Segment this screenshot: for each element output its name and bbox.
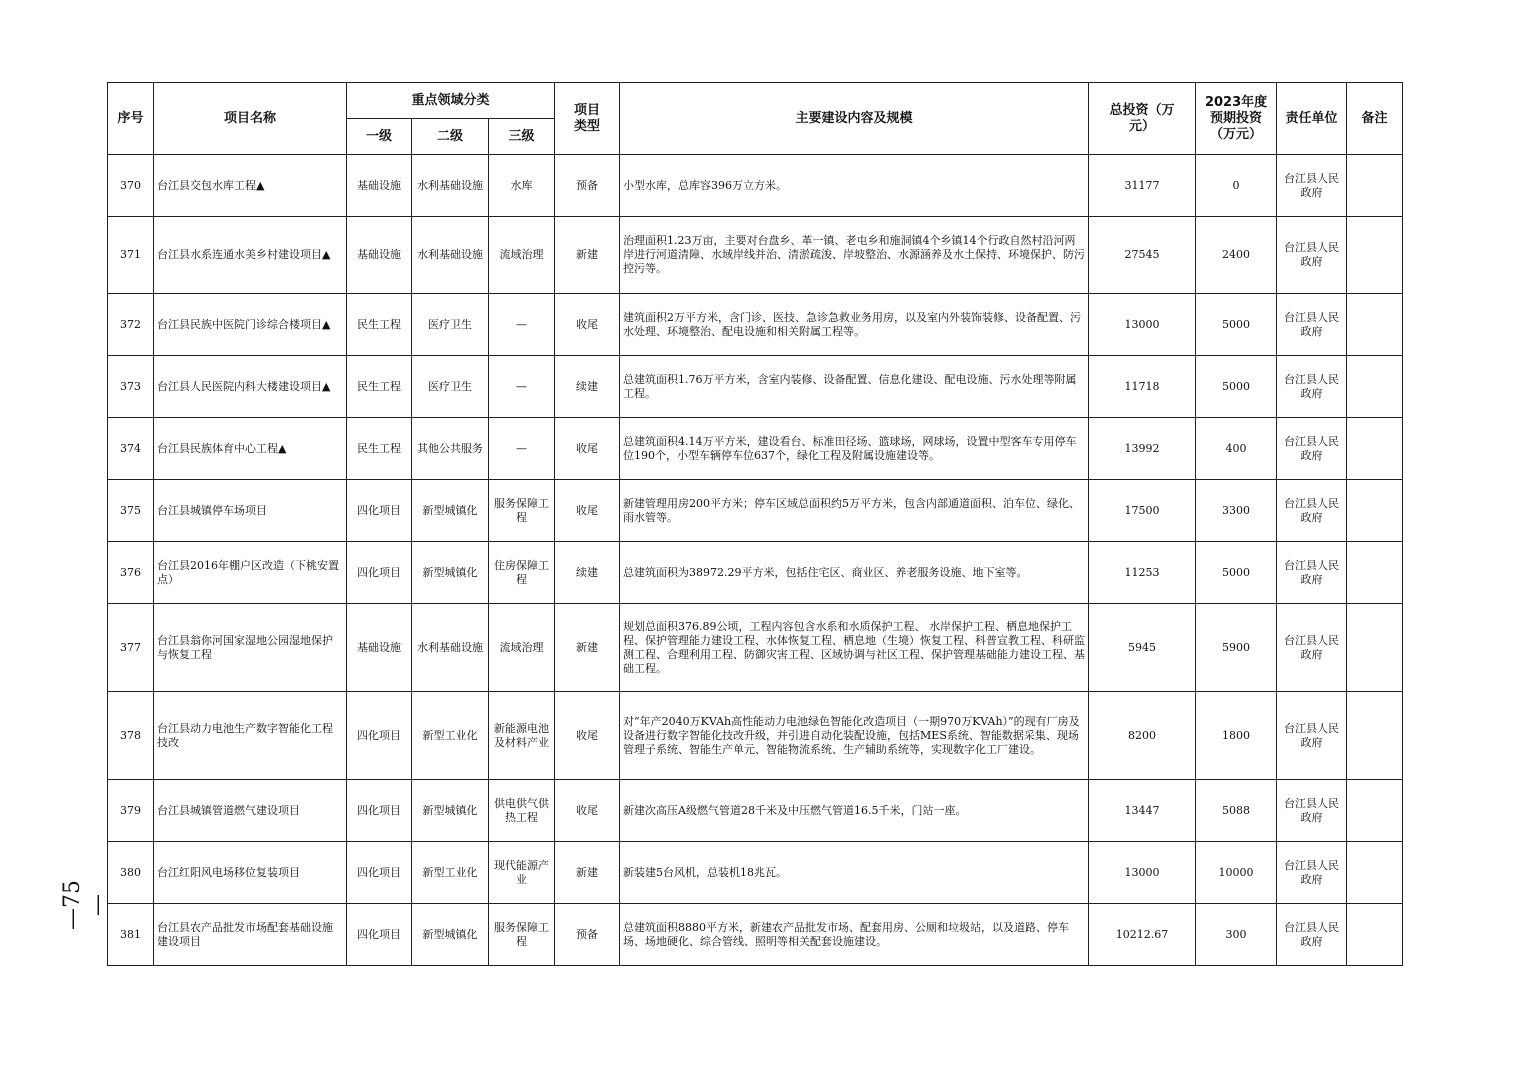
row-unit: 台江县人民政府	[1277, 692, 1347, 780]
row-type: 收尾	[555, 418, 620, 480]
row-total: 13000	[1089, 294, 1196, 356]
row-level1: 四化项目	[347, 542, 412, 604]
row-total: 5945	[1089, 604, 1196, 692]
row-level1: 四化项目	[347, 780, 412, 842]
row-note	[1347, 155, 1403, 217]
row-content: 新建次高压A级燃气管道28千米及中压燃气管道16.5千米，门站一座。	[620, 780, 1089, 842]
row-annual: 5900	[1196, 604, 1277, 692]
header-type: 项目类型	[555, 83, 620, 155]
table-row	[108, 604, 1403, 692]
row-type: 预备	[555, 155, 620, 217]
row-seq: 377	[108, 604, 154, 692]
row-total: 11718	[1089, 356, 1196, 418]
row-content: 新建管理用房200平方米；停车区域总面积约5万平方米，包含内部通道面积、泊车位、绿化、雨水管等。	[620, 480, 1089, 542]
row-total: 13992	[1089, 418, 1196, 480]
row-seq: 373	[108, 356, 154, 418]
row-note	[1347, 356, 1403, 418]
project-table	[107, 82, 1403, 966]
header-level3: 三级	[489, 119, 555, 155]
row-seq: 376	[108, 542, 154, 604]
row-type: 收尾	[555, 780, 620, 842]
row-total: 10212.67	[1089, 904, 1196, 966]
row-type: 收尾	[555, 692, 620, 780]
row-level3: 现代能源产业	[489, 842, 555, 904]
row-seq: 371	[108, 217, 154, 294]
row-level2: 新型城镇化	[412, 780, 489, 842]
row-name: 台江县民族中医院门诊综合楼项目▲	[154, 294, 347, 356]
row-content: 规划总面积376.89公顷，工程内容包含水系和水质保护工程、 水岸保护工程、栖息地保护工程、保护管理能力建设工程、水体恢复工程、栖息地（生境）恢复工程、科普宣教工程、科研监测工程、合理利用工程、防御灾害工程、区域协调与社区工程、保护管理基础能力建设工程、基础工程。	[620, 604, 1089, 692]
row-type: 续建	[555, 356, 620, 418]
row-content: 总建筑面积1.76万平方米，含室内装修、设备配置、信息化建设、配电设施、污水处理等附属工程。	[620, 356, 1089, 418]
row-annual: 5000	[1196, 294, 1277, 356]
row-unit: 台江县人民政府	[1277, 480, 1347, 542]
row-note	[1347, 780, 1403, 842]
row-unit: 台江县人民政府	[1277, 904, 1347, 966]
table-row	[108, 418, 1403, 480]
row-content: 建筑面积2万平方米，含门诊、医技、急诊急救业务用房，以及室内外装饰装修、设备配置、污水处理、环境整治、配电设施和相关附属工程等。	[620, 294, 1089, 356]
row-level3: —	[489, 356, 555, 418]
row-unit: 台江县人民政府	[1277, 356, 1347, 418]
row-total: 13000	[1089, 842, 1196, 904]
row-name: 台江县人民医院内科大楼建设项目▲	[154, 356, 347, 418]
row-unit: 台江县人民政府	[1277, 217, 1347, 294]
header-field-group: 重点领域分类	[347, 83, 555, 119]
header-name: 项目名称	[154, 83, 347, 155]
row-annual: 3300	[1196, 480, 1277, 542]
row-level1: 四化项目	[347, 692, 412, 780]
row-seq: 379	[108, 780, 154, 842]
row-level3: 水库	[489, 155, 555, 217]
row-annual: 0	[1196, 155, 1277, 217]
row-level1: 民生工程	[347, 294, 412, 356]
row-note	[1347, 217, 1403, 294]
row-content: 小型水库，总库容396万立方米。	[620, 155, 1089, 217]
row-type: 收尾	[555, 480, 620, 542]
page-number: —75—	[60, 880, 110, 930]
table-row	[108, 356, 1403, 418]
row-type: 新建	[555, 217, 620, 294]
row-level2: 水利基础设施	[412, 604, 489, 692]
row-level3: —	[489, 294, 555, 356]
row-level1: 四化项目	[347, 842, 412, 904]
row-level1: 基础设施	[347, 155, 412, 217]
header-seq: 序号	[108, 83, 154, 155]
table-row	[108, 294, 1403, 356]
row-content: 总建筑面积4.14万平方米，建设看台、标准田径场、篮球场，网球场，设置中型客车专用停车位190个，小型车辆停车位637个，绿化工程及附属设施建设等。	[620, 418, 1089, 480]
row-seq: 370	[108, 155, 154, 217]
row-unit: 台江县人民政府	[1277, 780, 1347, 842]
row-total: 27545	[1089, 217, 1196, 294]
row-content: 总建筑面积8880平方米，新建农产品批发市场、配套用房、公厕和垃圾站，以及道路、停车场、场地硬化、综合管线、照明等相关配套设施建设。	[620, 904, 1089, 966]
row-note	[1347, 842, 1403, 904]
row-level3: 新能源电池及材料产业	[489, 692, 555, 780]
row-level2: 水利基础设施	[412, 217, 489, 294]
table-row	[108, 780, 1403, 842]
row-annual: 5000	[1196, 356, 1277, 418]
row-level2: 水利基础设施	[412, 155, 489, 217]
row-annual: 5000	[1196, 542, 1277, 604]
table-row	[108, 155, 1403, 217]
row-content: 对“年产2040万KVAh高性能动力电池绿色智能化改造项目（一期970万KVAh）”的现有厂房及设备进行数字智能化技改升级，并引进自动化装配设施，包括MES系统、智能数据采集、现场管理子系统、智能生产单元、智能物流系统、生产辅助系统等，实现数字化工厂建设。	[620, 692, 1089, 780]
row-name: 台江县动力电池生产数字智能化工程技改	[154, 692, 347, 780]
row-annual: 400	[1196, 418, 1277, 480]
row-note	[1347, 294, 1403, 356]
row-type: 收尾	[555, 294, 620, 356]
row-seq: 374	[108, 418, 154, 480]
row-name: 台江县水系连通水美乡村建设项目▲	[154, 217, 347, 294]
row-type: 预备	[555, 904, 620, 966]
header-note: 备注	[1347, 83, 1403, 155]
row-name: 台江县2016年棚户区改造（下桃安置点）	[154, 542, 347, 604]
row-note	[1347, 542, 1403, 604]
row-level3: 服务保障工程	[489, 480, 555, 542]
row-seq: 378	[108, 692, 154, 780]
row-unit: 台江县人民政府	[1277, 842, 1347, 904]
row-unit: 台江县人民政府	[1277, 418, 1347, 480]
row-level2: 新型城镇化	[412, 904, 489, 966]
row-level2: 医疗卫生	[412, 294, 489, 356]
row-name: 台江县农产品批发市场配套基础设施建设项目	[154, 904, 347, 966]
table-row	[108, 692, 1403, 780]
row-note	[1347, 904, 1403, 966]
header-content: 主要建设内容及规模	[620, 83, 1089, 155]
row-level3: 住房保障工程	[489, 542, 555, 604]
row-level2: 新型工业化	[412, 692, 489, 780]
row-level3: —	[489, 418, 555, 480]
row-seq: 380	[108, 842, 154, 904]
header-annual: 2023年度预期投资（万元）	[1196, 83, 1277, 155]
row-total: 17500	[1089, 480, 1196, 542]
row-level1: 四化项目	[347, 904, 412, 966]
table-row	[108, 542, 1403, 604]
row-level2: 新型城镇化	[412, 542, 489, 604]
row-level1: 民生工程	[347, 418, 412, 480]
row-content: 治理面积1.23万亩，主要对台盘乡、革一镇、老屯乡和施洞镇4个乡镇14个行政自然村沿河两岸进行河道清障、水域岸线并治、清淤疏浚、岸坡整治、水源涵养及水土保持、环境保护、防污控污等。	[620, 217, 1089, 294]
row-level1: 基础设施	[347, 217, 412, 294]
row-level2: 新型城镇化	[412, 480, 489, 542]
row-note	[1347, 480, 1403, 542]
row-total: 13447	[1089, 780, 1196, 842]
row-level1: 基础设施	[347, 604, 412, 692]
row-annual: 10000	[1196, 842, 1277, 904]
row-level3: 服务保障工程	[489, 904, 555, 966]
row-name: 台江县翁你河国家湿地公园湿地保护与恢复工程	[154, 604, 347, 692]
row-level3: 供电供气供热工程	[489, 780, 555, 842]
row-note	[1347, 418, 1403, 480]
table-row	[108, 480, 1403, 542]
row-seq: 375	[108, 480, 154, 542]
row-note	[1347, 604, 1403, 692]
row-annual: 2400	[1196, 217, 1277, 294]
row-seq: 381	[108, 904, 154, 966]
row-level1: 民生工程	[347, 356, 412, 418]
row-unit: 台江县人民政府	[1277, 294, 1347, 356]
row-annual: 1800	[1196, 692, 1277, 780]
row-type: 新建	[555, 842, 620, 904]
row-content: 总建筑面积为38972.29平方米，包括住宅区、商业区、养老服务设施、地下室等。	[620, 542, 1089, 604]
row-name: 台江县城镇停车场项目	[154, 480, 347, 542]
row-unit: 台江县人民政府	[1277, 155, 1347, 217]
header-level2: 二级	[412, 119, 489, 155]
row-total: 31177	[1089, 155, 1196, 217]
row-level3: 流域治理	[489, 604, 555, 692]
row-level2: 医疗卫生	[412, 356, 489, 418]
row-note	[1347, 692, 1403, 780]
header-total: 总投资（万元）	[1089, 83, 1196, 155]
row-name: 台江县交包水库工程▲	[154, 155, 347, 217]
row-annual: 5088	[1196, 780, 1277, 842]
row-name: 台江县城镇管道燃气建设项目	[154, 780, 347, 842]
row-total: 11253	[1089, 542, 1196, 604]
row-level2: 其他公共服务	[412, 418, 489, 480]
row-unit: 台江县人民政府	[1277, 542, 1347, 604]
row-annual: 300	[1196, 904, 1277, 966]
row-level3: 流域治理	[489, 217, 555, 294]
row-type: 续建	[555, 542, 620, 604]
row-seq: 372	[108, 294, 154, 356]
table-row	[108, 842, 1403, 904]
row-name: 台江县民族体育中心工程▲	[154, 418, 347, 480]
row-unit: 台江县人民政府	[1277, 604, 1347, 692]
header-unit: 责任单位	[1277, 83, 1347, 155]
row-total: 8200	[1089, 692, 1196, 780]
row-name: 台江红阳风电场移位复装项目	[154, 842, 347, 904]
row-level1: 四化项目	[347, 480, 412, 542]
row-level2: 新型工业化	[412, 842, 489, 904]
row-content: 新装建5台风机，总装机18兆瓦。	[620, 842, 1089, 904]
row-type: 新建	[555, 604, 620, 692]
table-row	[108, 904, 1403, 966]
header-level1: 一级	[347, 119, 412, 155]
table-row	[108, 217, 1403, 294]
